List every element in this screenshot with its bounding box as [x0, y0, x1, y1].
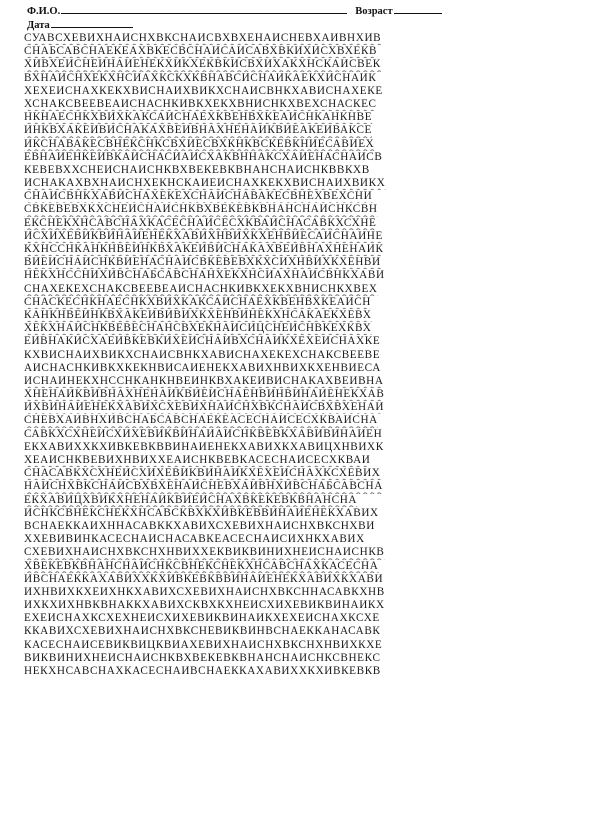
letter-line: СВКЕВЕВХКХСНЕИСНАИСНКВХВЕКЕВКВНАНСНАИСНКСВН [24, 203, 378, 216]
letter-line: ВИКВИНИХНЕИСНАИСНКВХВЕКЕВКВНАНСНАИСНКСВНЕКС [24, 651, 381, 664]
letter-line: ЕКХАВИХХКХИВКЕВКВВИНАИЕНЕКХАВИХКХАВИЦХНВИХК [24, 440, 384, 453]
letter-line: ИСНАИНЕКХНССНКАНКНВЕИНКВХАКЕИВИСНАКАХВЕИВНА [24, 374, 384, 387]
letter-line: СНЕВХАИВНХИВСНАБСАВСНАЕКЕАСЕСНАИСЕСХКВАИСНА [24, 414, 378, 427]
letter-line: СНАСКЕСНКНАЕСНКХВИХКАКСАИСНАЕХКВЕНВХКЕАИСН [24, 295, 371, 308]
form-header [27, 4, 567, 32]
letter-line: АИСНАСНКИВКХКЕКНВИСАИЕНЕКХАВИХНВИХКХЕНВИЕСА [24, 361, 381, 374]
letter-line: ИХКХИХНВКВНАККХАВИХСКВХКХНЕИСХИХЕВИКВИНАИКХ [24, 599, 385, 612]
age-blank-line [394, 4, 442, 14]
letter-line: КХВИСНАИХВИКХСНАИСВНКХАВИСНАХЕКЕХСНАКСВЕЕВЕ [24, 348, 381, 361]
age-label: Возраст [355, 6, 393, 17]
date-row [27, 18, 567, 32]
letter-line: ВСНАЕККАИХННАСАВККХАВИХСХЕВИХНАИСНХВКСНХВИ [24, 519, 375, 532]
letter-line: ИНКВХАКЕИВИСНАКАХВЕИВНАХНЕНАИКВИЕАКЕИВАКСЕ [24, 124, 372, 137]
letter-line: ХХЕВИВИНКАСЕСНАИСНАСАВКЕАСЕСНАИСИХНКХАВИХ [24, 533, 365, 546]
name-age-row [27, 4, 567, 18]
letter-line: НЕКХНССНИХИВСНАБСАВСНАНХЕКХНСИАХНАИСВНКХАВИ [24, 269, 385, 282]
letter-line: ИСХИХЕВИКВИНАИЕНЕКХАВИХНВИХКХЕНВИЕСАИСНАИНЕ [24, 229, 383, 242]
letter-line: ХЕАИСНКВЕВИХНВИХХЕАИСНКВЕВКАСЕСНАИСЕСХКВАИ [24, 454, 371, 466]
letter-line: КАСЕСНАИСЕВИКВИЦКВИАХЕВИХНАИСНХВКСНХНВИХКХЕ [24, 638, 383, 651]
letter-line: ИХВИНАИЕНЕКХАВИХСХЕВИХНАИСНХВКСНАИСВХВХЕНАИ [24, 401, 385, 414]
letter-line: СНАСАВКХСХНЕИСХИХЕВИКВИНАИКХЕХЕИСНАХКСХЕВИХ [24, 467, 381, 480]
letter-line: ЕХЕИСНАХКСХЕХНЕИСХИХЕВИКВИНАИКХЕХЕИСНАХКСХЕ [24, 612, 380, 625]
letter-line: СНАБСАВСНАЕКЕАХВКЕСВСНАИСАИСАВХВКИХИСХВХЕКВ [24, 45, 378, 58]
letter-line: ККАВИХСХЕВИХНАИСНХВКСНЕВИКВИНВСНАЕККАНАСАВК [24, 625, 381, 638]
letter-line: ХЕКХНАИСНКВЕВЕСНАНСВХЕКНАИСИЦСНЕИСНВКЕХКВХ [24, 322, 372, 335]
letter-line: КАНКНВЕИНКВХАКЕИВИВИХКХЕНВИНЕКХНСАКАЕКХЕВХ [24, 308, 372, 321]
letter-line: ЕКХАВИЦХВИКХНЕНАИКВИЕИСНАХВКЕКЕВКВНАНСНА [24, 493, 358, 506]
letter-line: ХЕХЕИСНАХКЕКХВИСНАИХВИКХСНАИСВНКХАВИСНАХЕКЕ [24, 84, 383, 97]
letter-line: ЕИВНАКИСХАЕИВКЕВКИХЕИСНАИВХСНАИКХЕХЕИСНАХКЕ [24, 335, 381, 348]
name-label: Ф.И.О. [27, 6, 61, 17]
letter-line: ИВСНАЕККАХАВИХХКХИВКЕВКВВИНАИЕНЕКХАВИХКХАВИ [24, 572, 384, 585]
letter-line: СХЕВИХНАИСНХВКСНХНВИХХЕКВИКВИНИХНЕИСНАИСНКВ [24, 546, 385, 559]
letter-line: НАИСНХВКСНАИСВХВХЕНАИСНЕВХАИВНХИВСНАБСАВСНА [24, 480, 383, 493]
letter-line: ИСНАКАХВХНАИСНХЕКНСКАИЕИСНАХКЕКХВИСНАИХВИКХ [24, 177, 386, 190]
letter-line: НКНАЕСНКХВИХКАКСАИСНАЕХКВЕНВХКЕАИСНКАНКНВЕ [24, 111, 373, 124]
letter-line: ВИЕИСНАИСНКВИЕНАСНАИСВКЕВЕВХКХСИХНВИХКХЕНВИ [24, 256, 381, 269]
letter-line: ХИВХЕИСНЕИНАИЕНЕКХИКХЕКВКИСВХИХАКХНСКАИСВЕК [24, 58, 381, 71]
letter-line: КХНССНКАНКНВЕИНКВХАКЕИВИСНАКАХВЕИВНАХНЕНАИК [24, 243, 384, 255]
letter-line: НЕКХНСАВСНАХКАСЕСНАИВСНАЕККАХАВИХХКХИВКЕВКВ [24, 665, 381, 677]
letter-line: КЕВЕВХХСНЕИСНАИСНКВХВЕКЕВКВНАНСНАИСНКВВКХВ [24, 163, 370, 176]
letter-line: СНАИСВНКХАВИСНАХЕКЕХСНАИСНАВАКЕСВНЕХВЕХСНИ [24, 190, 373, 203]
letter-grid [24, 32, 572, 678]
letter-line: СНАХЕКЕХСНАКСВЕЕВЕАИСНАСНКИВКХЕКХВНИСНКХВЕХ [24, 282, 378, 295]
date-blank-line [51, 18, 133, 28]
date-label: Дата [27, 20, 50, 31]
letter-line: САВКХСХНЕИСХИХЕВИКВИНАИАИСНКВЕВКХАВИВИНАИЕН [24, 427, 383, 440]
letter-line: СУАВСХЕВИХНАИСНХВКСНАИСВХВХЕНАИСНЕВХАИВНХИВ [24, 32, 382, 44]
letter-line: ХСНАКСВЕЕВЕАИСНАСНКИВКХЕКХВНИСНКХВЕХСНАСКЕС [24, 97, 377, 110]
letter-line: ЕВНАИЕНКЕИВКАИСНАСИАИСХАКВННАКСХАИЕНАСНАИСВ [24, 150, 383, 163]
letter-line: ЕКСНЕКХНСАВСНАХКАСЕСНАИСЕСХКВАИСНАСАВКХСХНЕ [24, 216, 377, 229]
letter-line: ИКСНАВАКЕСВНЕКСНКСВХИЕСВХКНКВСКЕВКНИЕСАВИЕХ [24, 137, 375, 150]
letter-line: ИСНКСВНЕКСНЕКХНСАВСКВХКХИВКЕВВИНАИЕНЕКХАВИХ [24, 506, 379, 519]
letter-line: ВХНАИСНХЕКХНСИАХКСКХКВНАВСИСНАИКАЕКХИСНАИК [24, 71, 377, 84]
letter-line: ИХНВИХКХЕИХНКХАВИХСХЕВИХНАИСНХВКСННАСАВКХНВ [24, 585, 385, 598]
name-blank-line [61, 4, 347, 14]
letter-line: ХВЕКЕВКВНАНСНАИСНКСВНЕКСНЕКХНСАВСНАХКАСЕСНА [24, 559, 379, 572]
letter-line: ХНЕНАИКВИВНАХНЕНАИКВИЕИСНАЕНВИНВИНАИЕНЕКХАВ [24, 388, 385, 401]
